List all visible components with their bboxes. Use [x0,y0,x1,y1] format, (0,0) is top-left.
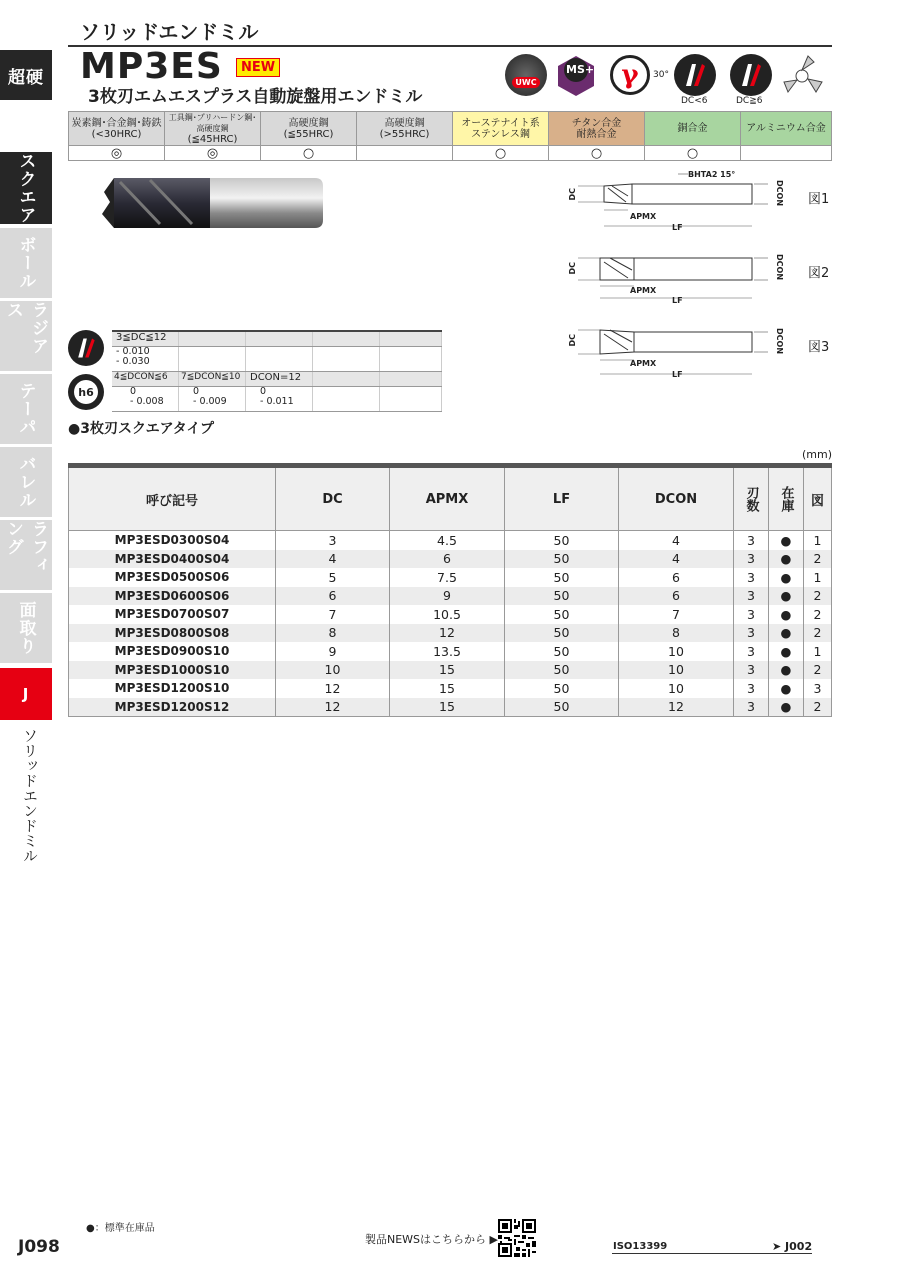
spec-cell: 10.5 [390,605,505,624]
table-row [69,531,832,550]
side-tab-radius[interactable]: ラジアス [0,301,52,371]
spec-cell: 7.5 [390,568,505,587]
table-row [69,679,832,698]
spec-cell: 3 [276,531,390,550]
spec-cell: 6 [619,568,734,587]
spec-cell: 6 [619,587,734,606]
spec-header: DC [276,468,390,531]
table-row [69,661,832,680]
tolerance-cell [246,331,313,347]
material-cell: オーステナイト系 ステンレス鋼 [453,112,549,146]
spec-cell: 2 [804,550,832,569]
spec-header: LF [505,468,619,531]
material-mark: ○ [261,146,357,161]
lf-label: LF [672,370,683,379]
material-mark: ◎ [165,146,261,161]
section-title: ●3枚刃スクエアタイプ [68,421,214,437]
spec-cell: 7 [276,605,390,624]
side-tab-roughing[interactable]: ラフィング [0,520,52,590]
dc-label: DC [568,262,577,275]
spec-cell: 4 [619,531,734,550]
spec-cell: 12 [276,698,390,717]
page-number: J098 [18,1237,60,1257]
end-mill-photo [100,174,325,232]
stock-legend: ●：標準在庫品 [86,1223,155,1234]
tolerance-cell [179,347,246,372]
spec-cell: ● [769,661,804,680]
spec-cell: 2 [804,624,832,643]
spec-cell: 3 [734,605,769,624]
spec-header: 呼び記号 [69,468,276,531]
tolerance-cell [380,387,442,412]
spec-cell: 12 [619,698,734,717]
tolerance-cell: - 0.010 - 0.030 [112,347,179,372]
tolerance-cell: 0 - 0.009 [179,387,246,412]
table-row [69,642,832,661]
spec-cell: 10 [619,661,734,680]
spec-code-cell: MP3ESD0900S10 [69,642,276,661]
spec-cell: 1 [804,642,832,661]
spec-cell: 3 [734,624,769,643]
spec-cell: 50 [505,624,619,643]
bhta-label: BHTA2 15° [688,170,736,179]
material-mark: ○ [549,146,645,161]
spec-cell: 50 [505,661,619,680]
dc-tolerance-icon [68,330,104,366]
spec-table [68,468,832,717]
spec-cell: 2 [804,698,832,717]
helix-angle-icon: γ [610,55,650,95]
apmx-label: APMX [630,359,657,368]
tolerance-cell: 0 - 0.008 [112,387,179,412]
tolerance-cell [380,347,442,372]
material-mark [741,146,832,161]
material-cell: 高硬度鋼 (≦55HRC) [261,112,357,146]
tolerance-cell [380,372,442,387]
material-mark: ○ [645,146,741,161]
tolerance-cell: 0 - 0.011 [246,387,313,412]
spec-cell: 4 [619,550,734,569]
spec-code-cell: MP3ESD0600S06 [69,587,276,606]
spec-cell: ● [769,531,804,550]
side-tab-chamfer[interactable]: 面取り [0,593,52,663]
spec-cell: 3 [734,642,769,661]
material-cell: 銅合金 [645,112,741,146]
spec-cell: 5 [276,568,390,587]
spec-cell: 50 [505,568,619,587]
iso-label: ISO13399 [613,1241,668,1252]
product-title: MP3ES [80,46,223,87]
spec-cell: 3 [804,679,832,698]
spec-code-cell: MP3ESD0700S07 [69,605,276,624]
spec-header: APMX [390,468,505,531]
tolerance-cell: DCON=12 [246,372,313,387]
side-tab-j[interactable]: J [0,668,52,720]
lf-label: LF [672,223,683,232]
lf-label: LF [672,296,683,305]
product-subtitle: 3枚刃エムエスプラス自動旋盤用エンドミル [88,87,423,107]
spec-cell: ● [769,679,804,698]
spec-code-cell: MP3ESD1200S12 [69,698,276,717]
tolerance-cell: 4≦DCON≦6 [112,372,179,387]
spec-cell: 3 [734,587,769,606]
product-news-link[interactable]: 製品NEWSはこちらから ▶ [365,1233,498,1246]
material-mark [357,146,453,161]
material-suitability-table [68,111,832,161]
table-row [69,698,832,717]
spec-cell: 3 [734,568,769,587]
spec-cell: 15 [390,698,505,717]
material-cell: アルミニウム合金 [741,112,832,146]
spec-cell: 7 [619,605,734,624]
spec-cell: 50 [505,642,619,661]
drawing-fig2 [568,244,768,306]
spec-cell: 15 [390,679,505,698]
drawing-fig1 [568,170,768,232]
spec-header: DCON [619,468,734,531]
spec-cell: 3 [734,698,769,717]
spec-cell: 10 [619,679,734,698]
spec-cell: 8 [619,624,734,643]
tolerance-cell [313,387,380,412]
tolerance-cell [246,347,313,372]
spec-cell: 3 [734,661,769,680]
tolerance-cell [179,331,246,347]
table-row [69,550,832,569]
spec-cell: 1 [804,531,832,550]
uwc-coating-icon [505,54,547,96]
spec-cell: ● [769,587,804,606]
spec-code-cell: MP3ESD0300S04 [69,531,276,550]
spec-cell: 3 [734,531,769,550]
spec-cell: ● [769,624,804,643]
spec-cell: 9 [390,587,505,606]
three-flute-icon [778,52,826,100]
spec-cell: 13.5 [390,642,505,661]
spec-header: 図 [804,468,832,531]
side-caption: ソリッドエンドミル [21,728,39,863]
drawing-fig3 [568,318,768,380]
material-mark: ○ [453,146,549,161]
spec-cell: 9 [276,642,390,661]
spec-code-cell: MP3ESD1200S10 [69,679,276,698]
h6-label: h6 [74,380,98,404]
tolerance-dcon-values [112,387,442,412]
table-row [69,605,832,624]
spec-cell: 50 [505,550,619,569]
h6-shank-icon [68,374,104,410]
tolerance-cell [313,372,380,387]
spec-cell: 2 [804,587,832,606]
ms-plus-icon [554,54,598,98]
table-row [69,587,832,606]
spec-cell: ● [769,642,804,661]
tolerance-cell: 3≦DC≦12 [112,331,179,347]
spec-cell: 50 [505,679,619,698]
spec-cell: 2 [804,661,832,680]
tolerance-dc-header [112,331,442,347]
corner-shape-small-icon [674,54,716,96]
table-row [69,568,832,587]
tolerance-cell: 7≦DCON≦10 [179,372,246,387]
dc-label: DC [568,188,577,201]
table-row [69,624,832,643]
tolerance-dc-values [112,347,442,372]
material-mark-row [69,146,832,161]
spec-code-cell: MP3ESD0500S06 [69,568,276,587]
spec-cell: 12 [276,679,390,698]
spec-cell: 2 [804,605,832,624]
material-cell: チタン合金 耐熱合金 [549,112,645,146]
tolerance-table [112,330,442,412]
ms-plus-label: MS+ [566,63,595,76]
spec-cell: 8 [276,624,390,643]
spec-cell: 15 [390,661,505,680]
dcon-label: DCON [775,328,784,355]
material-header-row [69,112,832,146]
category-title: ソリッドエンドミル [80,20,259,44]
spec-cell: ● [769,698,804,717]
spec-cell: 12 [390,624,505,643]
unit-label: (mm) [802,448,833,461]
spec-cell: 50 [505,587,619,606]
spec-code-cell: MP3ESD1000S10 [69,661,276,680]
material-cell: 高硬度鋼 (>55HRC) [357,112,453,146]
spec-cell: 50 [505,605,619,624]
spec-cell: 6 [276,587,390,606]
side-tab-barrel[interactable]: バレル [0,447,52,517]
new-badge: NEW [236,58,280,77]
dc-label: DC [568,334,577,347]
apmx-label: APMX [630,212,657,221]
fig2-label: 図2 [808,266,830,281]
material-cell: 炭素鋼･合金鋼･鋳鉄 (<30HRC) [69,112,165,146]
corner-shape-large-icon [730,54,772,96]
spec-cell: ● [769,568,804,587]
spec-cell: ● [769,605,804,624]
spec-header: 刃数 [734,468,769,531]
footer-rule [612,1253,812,1254]
side-tab-ball[interactable]: ボール [0,228,52,298]
side-tab-carbide[interactable]: 超硬 [0,50,52,100]
helix-angle-label: 30° [653,70,669,80]
spec-header-row [69,468,832,531]
spec-cell: 50 [505,531,619,550]
tolerance-cell [313,331,380,347]
spec-cell: 1 [804,568,832,587]
dcon-label: DCON [775,180,784,207]
spec-cell: 4.5 [390,531,505,550]
dcon-label: DCON [775,254,784,281]
spec-cell: 10 [619,642,734,661]
spec-cell: 3 [734,679,769,698]
apmx-label: APMX [630,286,657,295]
qr-code-icon[interactable] [498,1219,536,1257]
spec-code-cell: MP3ESD0400S04 [69,550,276,569]
spec-cell: ● [769,550,804,569]
tolerance-cell [380,331,442,347]
spec-cell: 10 [276,661,390,680]
fig3-label: 図3 [808,340,830,355]
fig1-label: 図1 [808,192,830,207]
spec-cell: 3 [734,550,769,569]
spec-cell: 4 [276,550,390,569]
side-tab-square[interactable]: スクエア [0,152,52,224]
cross-reference-link[interactable]: ➤ J002 [772,1240,813,1253]
dc-small-label: DC<6 [681,96,708,106]
tolerance-dcon-header [112,372,442,387]
spec-cell: 6 [390,550,505,569]
spec-cell: 50 [505,698,619,717]
spec-code-cell: MP3ESD0800S08 [69,624,276,643]
dc-large-label: DC≧6 [736,96,763,106]
tolerance-cell [313,347,380,372]
side-tab-taper[interactable]: テーパ [0,374,52,444]
uwc-label: UWC [512,77,539,88]
material-cell: 工具鋼･プリハードン鋼･高硬度鋼 (≦45HRC) [165,112,261,146]
spec-header: 在庫 [769,468,804,531]
material-mark: ◎ [69,146,165,161]
